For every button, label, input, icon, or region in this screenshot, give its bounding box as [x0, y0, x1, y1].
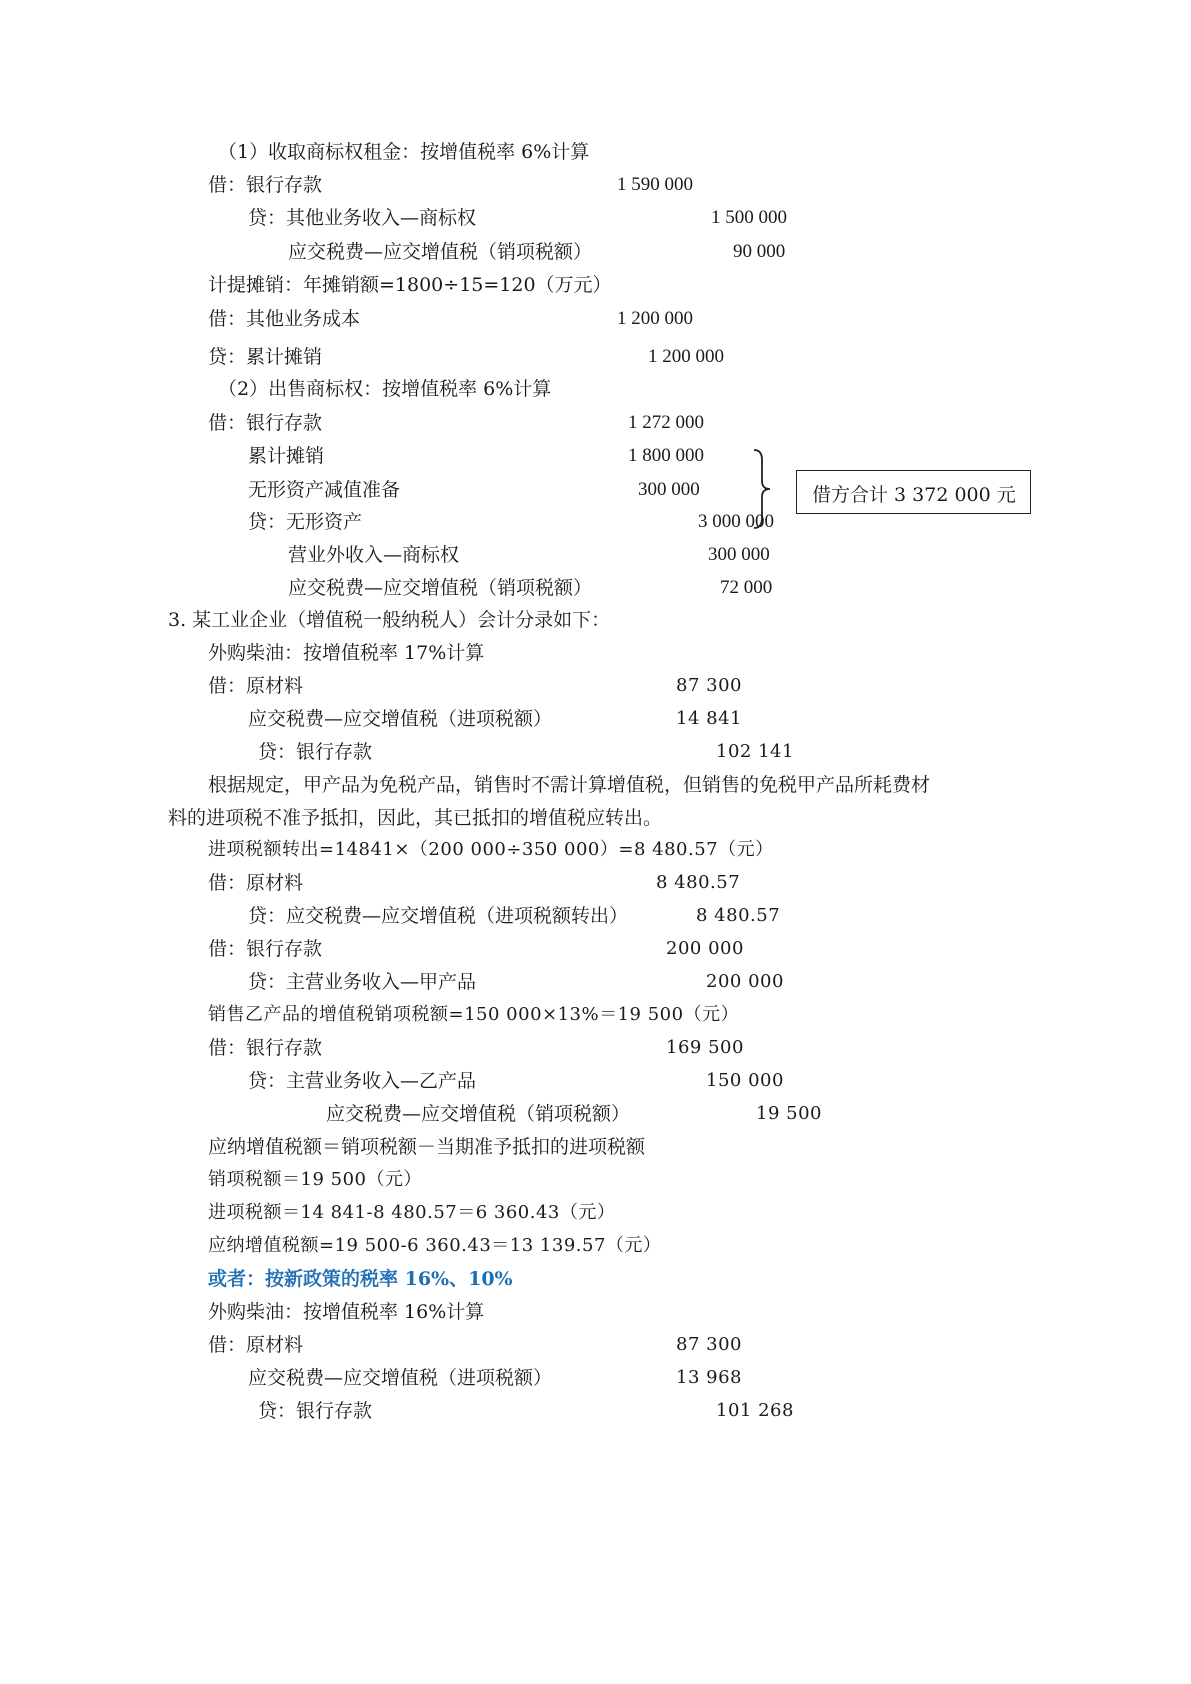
paragraph-line: 根据规定，甲产品为免税产品，销售时不需计算增值税，但销售的免税甲产品所耗费材 [208, 774, 931, 796]
entry-credit-label: 贷：应交税费—应交增值税（进项税额转出） [248, 905, 629, 927]
entry-amount: 90 000 [733, 241, 786, 262]
entry-amount: 8 480.57 [656, 872, 741, 893]
section-heading-trademark-rent: （1）收取商标权租金：按增值税率 6%计算 [218, 141, 590, 163]
debit-total-text: 借方合计 3 372 000 元 [812, 484, 1016, 506]
entry-debit-label: 应交税费—应交增值税（进项税额） [248, 1367, 553, 1389]
entry-debit-label: 借：原材料 [208, 675, 304, 697]
entry-amount: 1 200 000 [617, 308, 693, 329]
entry-debit-label: 借：银行存款 [208, 1037, 323, 1059]
entry-credit-label: 应交税费—应交增值税（销项税额） [288, 241, 593, 263]
entry-amount: 101 268 [716, 1400, 794, 1421]
calculation-line: 销项税额＝19 500（元） [208, 1169, 422, 1190]
entry-amount: 1 500 000 [711, 207, 787, 228]
entry-debit-label: 借：银行存款 [208, 174, 323, 196]
calculation-line: 进项税额转出=14841×（200 000÷350 000）=8 480.57（元） [208, 839, 774, 860]
entry-amount: 1 200 000 [648, 346, 724, 367]
section-heading-industrial: 3. 某工业企业（增值税一般纳税人）会计分录如下： [168, 609, 611, 631]
entry-credit-label: 应交税费—应交增值税（销项税额） [288, 577, 593, 599]
entry-credit-label: 贷：银行存款 [258, 1400, 373, 1422]
entry-amount: 1 272 000 [628, 412, 704, 433]
debit-total-box [796, 470, 1031, 514]
entry-debit-label: 借：原材料 [208, 1334, 304, 1356]
entry-amount: 87 300 [676, 675, 742, 696]
entry-debit-label: 无形资产减值准备 [248, 479, 401, 501]
entry-debit-label: 应交税费—应交增值税（进项税额） [248, 708, 553, 730]
entry-amount: 1 590 000 [617, 174, 693, 195]
entry-credit-label: 贷：累计摊销 [208, 346, 323, 368]
entry-credit-label: 营业外收入—商标权 [288, 544, 460, 566]
entry-credit-label: 贷：银行存款 [258, 741, 373, 763]
entry-credit-label: 贷：其他业务收入—商标权 [248, 207, 477, 229]
entry-debit-label: 借：其他业务成本 [208, 308, 361, 330]
entry-credit-label: 应交税费—应交增值税（销项税额） [326, 1103, 631, 1125]
entry-debit-label: 借：银行存款 [208, 412, 323, 434]
entry-amount: 150 000 [706, 1070, 784, 1091]
entry-credit-label: 贷：主营业务收入—甲产品 [248, 971, 477, 993]
calculation-line: 计提摊销：年摊销额=1800÷15=120（万元） [208, 274, 612, 296]
entry-debit-label: 借：原材料 [208, 872, 304, 894]
entry-debit-label: 借：银行存款 [208, 938, 323, 960]
entry-amount: 169 500 [666, 1037, 744, 1058]
calculation-line: 销售乙产品的增值税销项税额=150 000×13%＝19 500（元） [208, 1004, 740, 1025]
entry-amount: 1 800 000 [628, 445, 704, 466]
highlighted-alternative-heading: 或者：按新政策的税率 16%、10% [208, 1268, 513, 1290]
subheading-diesel: 外购柴油：按增值税率 16%计算 [208, 1301, 485, 1323]
calculation-line: 应纳增值税额=19 500-6 360.43＝13 139.57（元） [208, 1235, 662, 1256]
entry-amount: 300 000 [708, 544, 770, 565]
entry-amount: 8 480.57 [696, 905, 781, 926]
entry-credit-label: 贷：主营业务收入—乙产品 [248, 1070, 477, 1092]
subheading-diesel: 外购柴油：按增值税率 17%计算 [208, 642, 485, 664]
section-heading-trademark-sale: （2）出售商标权：按增值税率 6%计算 [218, 378, 552, 400]
entry-amount: 13 968 [676, 1367, 742, 1388]
entry-amount: 102 141 [716, 741, 794, 762]
entry-amount: 200 000 [666, 938, 744, 959]
entry-amount: 200 000 [706, 971, 784, 992]
entry-amount: 14 841 [676, 708, 742, 729]
entry-amount: 72 000 [720, 577, 773, 598]
formula-line: 应纳增值税额＝销项税额－当期准予抵扣的进项税额 [208, 1136, 646, 1158]
entry-amount: 19 500 [756, 1103, 822, 1124]
paragraph-line: 料的进项税不准予抵扣，因此，其已抵扣的增值税应转出。 [168, 807, 663, 829]
entry-debit-label: 累计摊销 [248, 445, 325, 467]
entry-amount: 300 000 [638, 479, 700, 500]
entry-amount: 87 300 [676, 1334, 742, 1355]
entry-amount: 3 000 000 [698, 511, 774, 532]
calculation-line: 进项税额＝14 841-8 480.57＝6 360.43（元） [208, 1202, 616, 1223]
entry-credit-label: 贷：无形资产 [248, 511, 363, 533]
